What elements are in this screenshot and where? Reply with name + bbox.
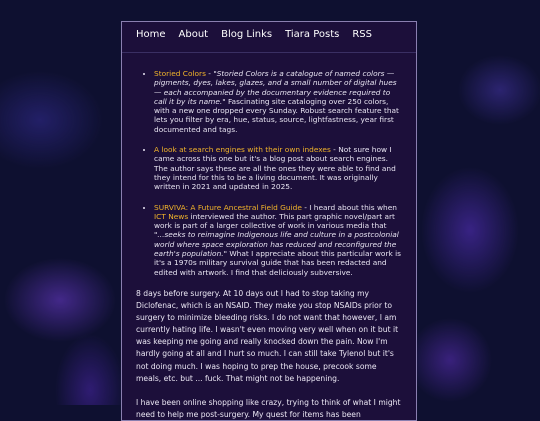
link-list bbox=[136, 69, 402, 277]
description-text: I heard about this when bbox=[309, 202, 397, 212]
ict-news-link[interactable]: ICT News bbox=[154, 211, 189, 221]
post-content bbox=[122, 53, 416, 421]
top-nav bbox=[122, 22, 416, 53]
separator: - bbox=[205, 69, 214, 78]
surviva-link[interactable]: SURVIVA: A Future Ancestral Field Guide bbox=[154, 202, 302, 212]
nav-rss[interactable]: RSS bbox=[352, 29, 373, 40]
search-engines-link[interactable]: A look at search engines with their own indexes bbox=[154, 145, 331, 155]
quote-text: "Storied Colors is a catalogue of named colors — pigments, dyes, lakes, glazes, and a small number of digital hues — each accompanied by the documentary evidence required to call it by its name." bbox=[154, 69, 397, 106]
quote-text: "...seeks to reimagine Indigenous life and culture in a postcolonial world where space exploration has reduced and reconfigured the earth's population." bbox=[154, 230, 399, 259]
description-text: What I appreciate about this particular work is it's a 1970s military survival guide that has been redacted and edited with artwork. I find that deliciously subversive. bbox=[154, 249, 402, 277]
page-container bbox=[121, 21, 417, 421]
body-paragraph: I have been online shopping like crazy, trying to think of what I might need to help me post-surgery. My quest for items has been bbox=[136, 397, 401, 419]
separator: - bbox=[330, 145, 339, 155]
list-item bbox=[154, 145, 402, 191]
list-item bbox=[154, 203, 402, 277]
nav-tiara-posts[interactable]: Tiara Posts bbox=[285, 29, 340, 40]
nav-blog-links[interactable]: Blog Links bbox=[221, 29, 273, 40]
storied-colors-link[interactable]: Storied Colors bbox=[154, 69, 206, 78]
body-paragraph: 8 days before surgery. At 10 days out I had to stop taking my Diclofenac, which is an NSAID. They make you stop NSAIDs prior to surgery to minimize bleeding risks. I do not want that however, I am currently hating life. I wasn't even moving very well when on it but it was keeping me going and really knocked down the pain. Now I'm hardly going at all and I hurt so much. I can still take Tylenol but it's not doing much. I was hoping to prep the house, precook some meals, etc. but ... fuck. That might not be happening. bbox=[136, 288, 399, 383]
description-text: interviewed the author. This part graphic novel/part art work is part of a larger collective of work in various media that bbox=[154, 211, 395, 231]
description-text: Not sure how I came across this one but it's a blog post about search engines. The author says these are all the ones they were able to find and they intend for this to be a living document. It was originally written in 2021 and updated in 2025. bbox=[154, 145, 396, 192]
nav-about[interactable]: About bbox=[178, 29, 209, 40]
nav-home[interactable]: Home bbox=[136, 29, 166, 40]
list-item bbox=[154, 69, 402, 134]
separator: - bbox=[301, 202, 310, 212]
description-text: Fascinating site cataloging over 250 colors, with a new one dropped every Sunday. Robust search feature that lets you filter by era, hue, status, source, lightfastness, year first documented and tags. bbox=[154, 96, 399, 134]
